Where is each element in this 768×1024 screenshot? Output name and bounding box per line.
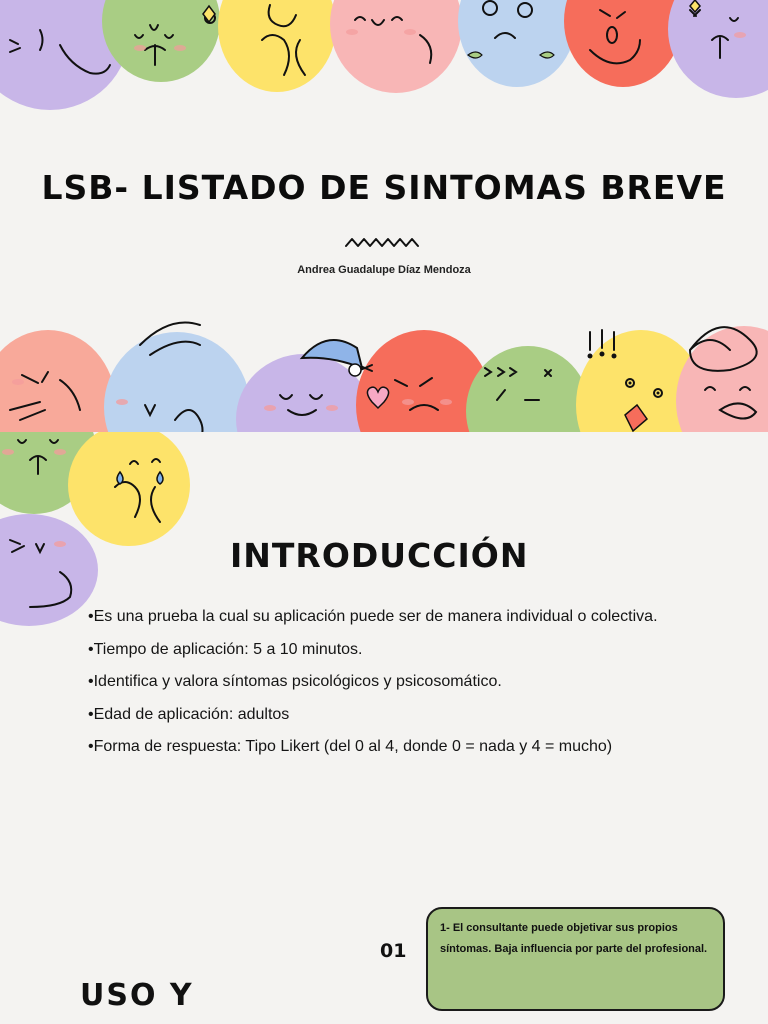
intro-slide	[0, 432, 768, 1024]
bullet-list	[88, 606, 658, 769]
next-heading: USO Y	[80, 978, 194, 1013]
heart-icon	[367, 387, 388, 408]
section-heading: INTRODUCCIÓN	[230, 536, 529, 575]
author-name: Andrea Guadalupe Díaz Mendoza	[297, 264, 471, 276]
list-item: •Es una prueba la cual su aplicación puede ser de manera individual o colectiva.	[88, 608, 658, 625]
squiggle-divider-icon	[344, 236, 424, 250]
page-title: LSB- LISTADO DE SINTOMAS BREVE	[41, 168, 727, 207]
list-item: •Tiempo de aplicación: 5 a 10 minutos.	[88, 640, 363, 658]
list-item: •Edad de aplicación: adultos	[88, 705, 290, 723]
emoji-face-icon	[0, 0, 768, 100]
emoji-face-icon	[0, 432, 200, 632]
list-item: •Forma de respuesta: Tipo Likert (del 0 al 4, donde 0 = nada y 4 = mucho)	[88, 738, 613, 755]
list-item: •Identifica y valora síntomas psicológicos y psicosomático.	[88, 673, 502, 690]
emoji-face-icon	[0, 310, 768, 432]
item-number: 01	[380, 940, 407, 962]
info-card: 1- El consultante puede objetivar sus propios síntomas. Baja influencia por parte del profesional.	[426, 907, 725, 1011]
title-slide	[0, 0, 768, 432]
